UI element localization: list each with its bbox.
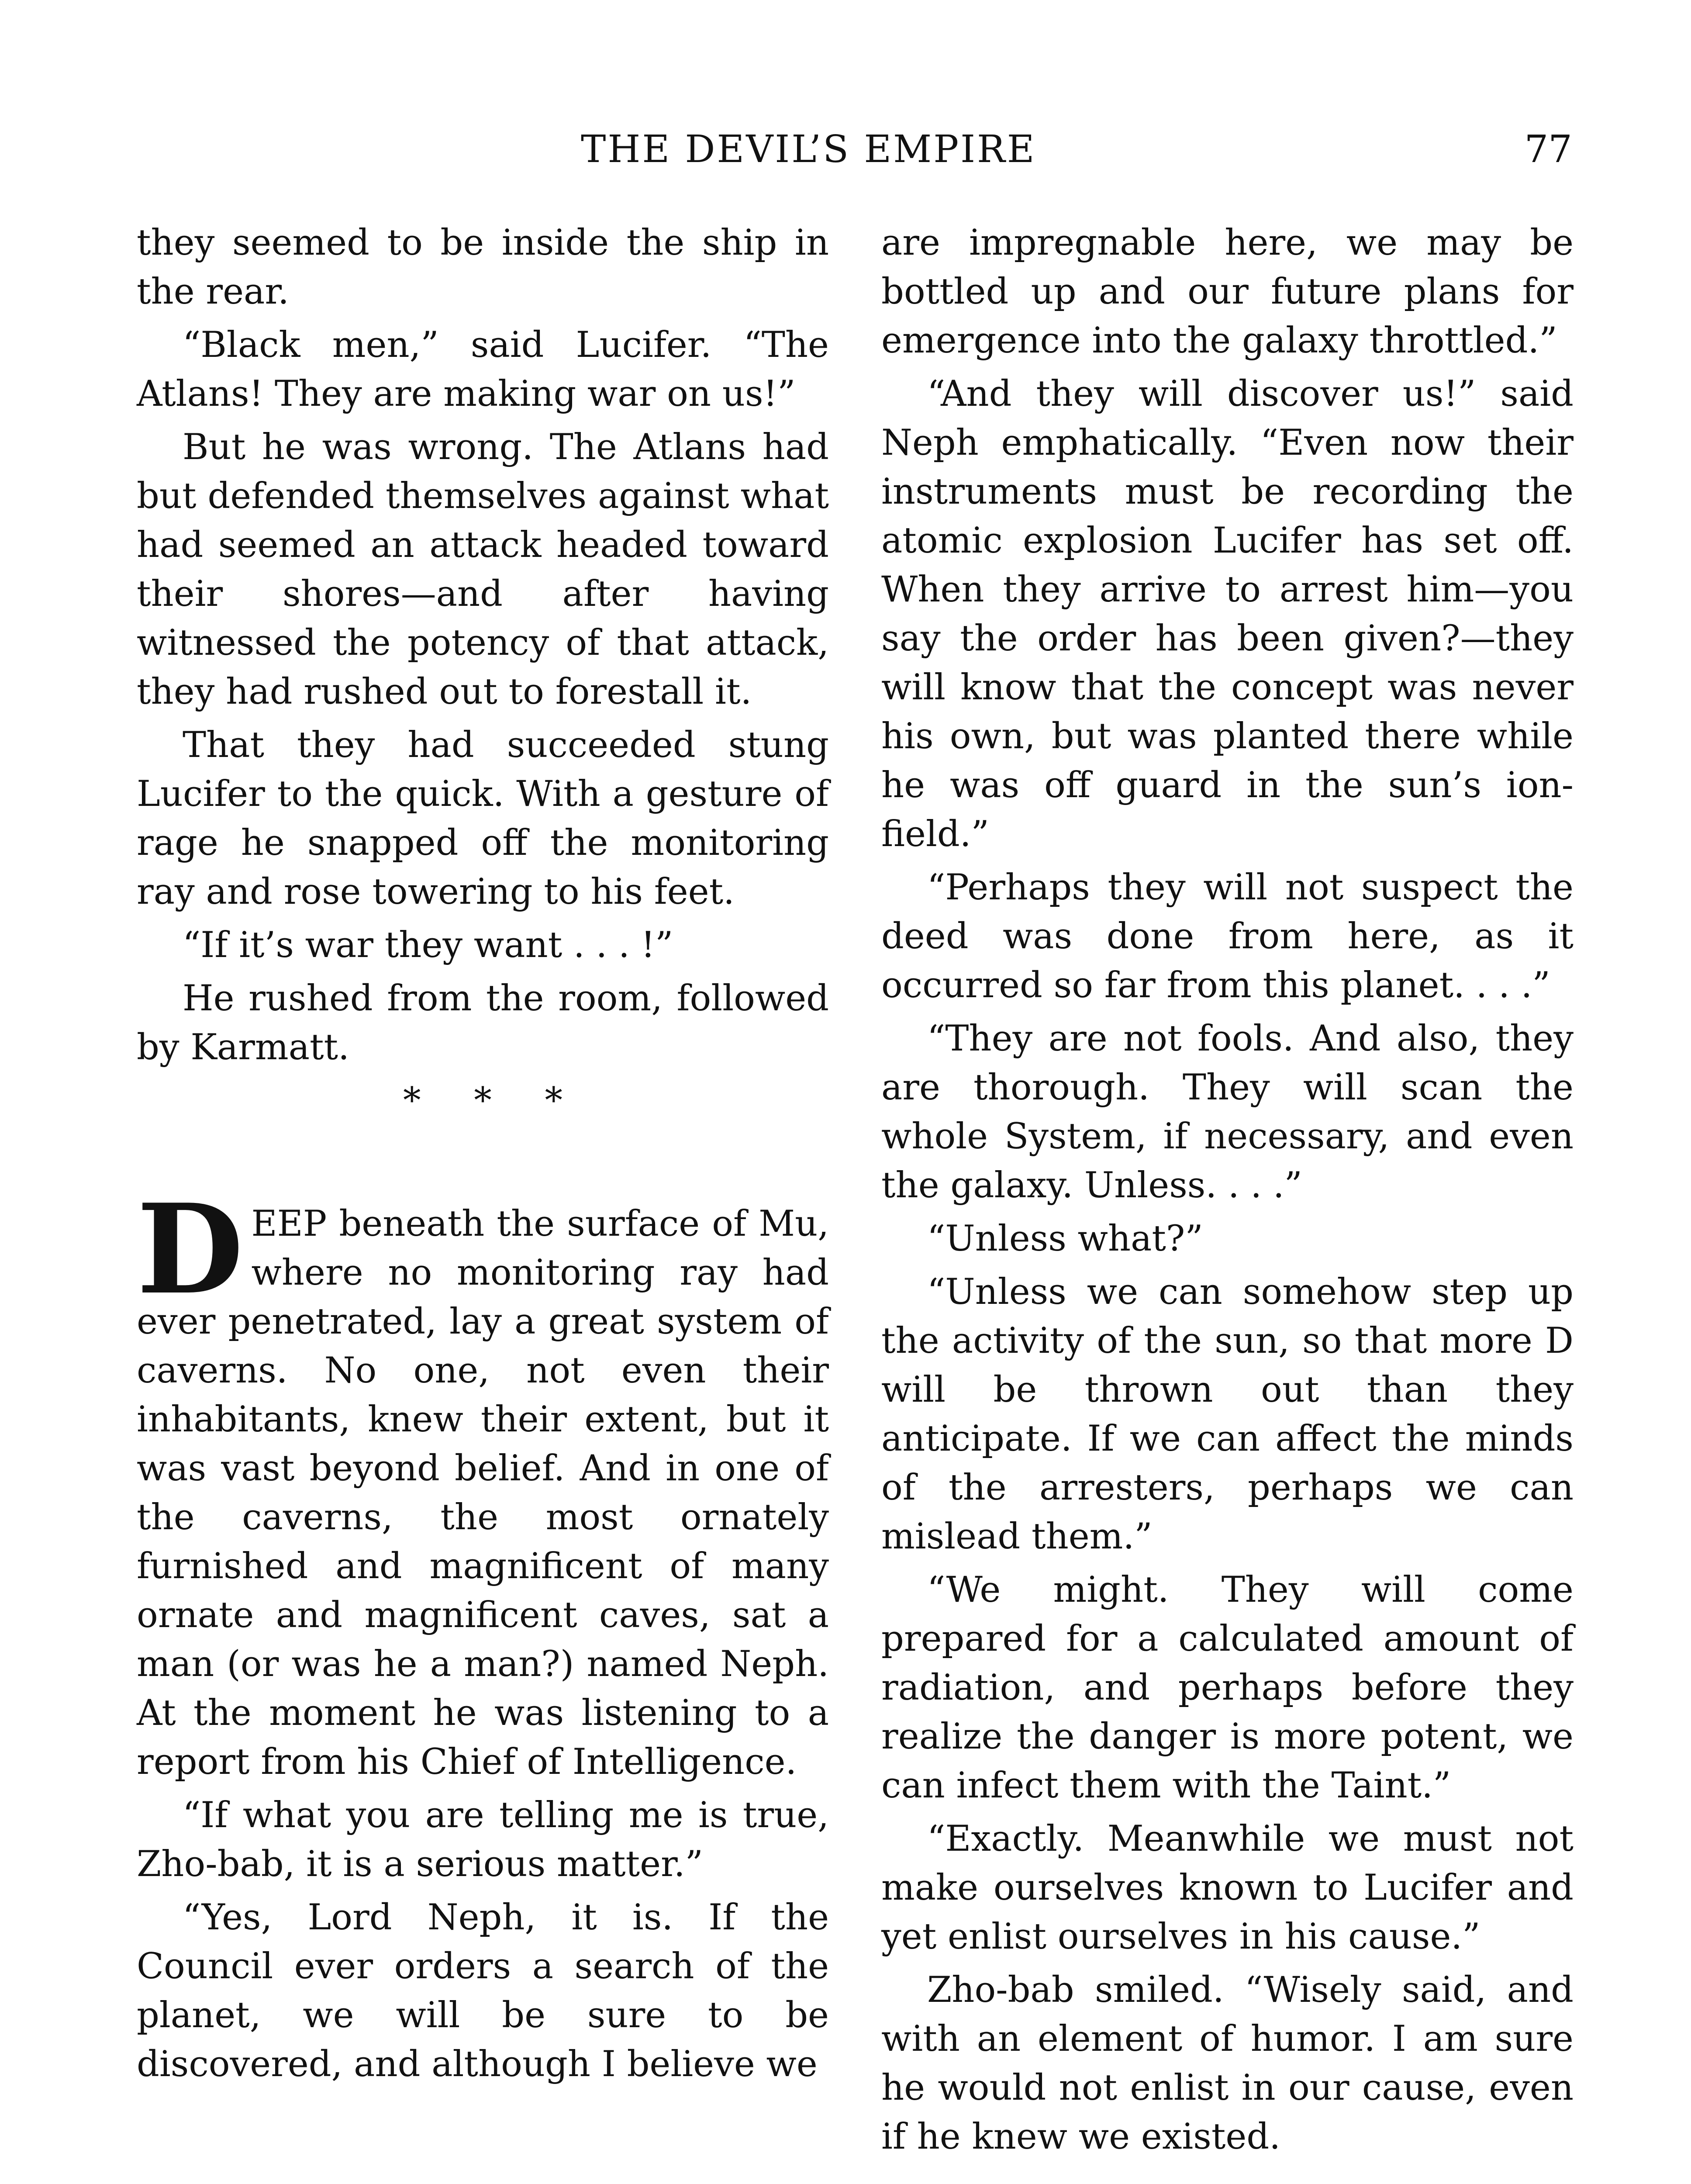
paragraph: “And they will discover us!” said Neph emphatically. “Even now their instruments must be recording the atomic explosion Lucifer has set off. When they arrive to arrest him—you say the order has been given?—they will know that the concept was never his own, but was planted there while he was off guard in the sun’s ion-field.” — [881, 373, 1574, 855]
paragraph: “We might. They will come prepared for a calculated amount of radiation, and perhaps before they realize the danger is more potent, we can infect them with the Taint.” — [881, 1569, 1574, 1806]
paragraph: That they had succeeded stung Lucifer to the quick. With a gesture of rage he snapped off the monitoring ray and rose towering to his feet. — [137, 725, 829, 912]
right-column — [881, 218, 1574, 2166]
paragraph: “Unless what?” — [927, 1218, 1203, 1259]
paragraph: But he was wrong. The Atlans had but defended themselves against what had seemed an attack headed toward their shores—and after having witnessed the potency of that attack, they had rushed out to forestall it. — [137, 427, 829, 712]
page-header — [131, 128, 1572, 180]
page-number: 77 — [1524, 128, 1572, 171]
paragraph: “Exactly. Meanwhile we must not make ourselves known to Lucifer and yet enlist ourselves in his cause.” — [881, 1818, 1574, 1957]
paragraph: “They are not fools. And also, they are thorough. They will scan the whole System, if necessary, and even the galaxy. Unless. . . .” — [881, 1018, 1574, 1206]
section-separator: * * * — [403, 1080, 583, 1121]
running-title: THE DEVIL’S EMPIRE — [581, 128, 1036, 171]
paragraph: “Unless we can somehow step up the activity of the sun, so that more D will be thrown out than they anticipate. If we can affect the minds of the arresters, perhaps we can mislead them.” — [881, 1272, 1574, 1557]
paragraph: Zho-bab smiled. “Wisely said, and with an element of humor. I am sure he would not enlist in our cause, even if he knew we existed. — [881, 1970, 1574, 2157]
paragraph: “If what you are telling me is true, Zho-bab, it is a serious matter.” — [137, 1795, 829, 1885]
paragraph: are impregnable here, we may be bottled up and our future plans for emergence into the galaxy throttled.” — [881, 222, 1574, 361]
paragraph: “Perhaps they will not suspect the deed was done from here, as it occurred so far from this planet. . . .” — [881, 867, 1574, 1006]
dropcap-paragraph — [137, 1177, 829, 1787]
dropcap-paragraph-text: EEP beneath the surface of Mu, where no monitoring ray had ever penetrated, lay a great system of caverns. No one, not even their inhabitants, knew their extent, but it was vast beyond belief. And in one of the caverns, the most ornately furnished and magnificent of many ornate and magnificent caves, sat a man (or was he a man?) named Neph. At the moment he was listening to a report from his Chief of Intelligence. — [137, 1203, 829, 1783]
paragraph: “Black men,” said Lucifer. “The Atlans! They are making war on us!” — [137, 325, 829, 415]
paragraph: “If it’s war they want . . . !” — [183, 925, 673, 966]
paragraph: He rushed from the room, followed by Karmatt. — [137, 978, 829, 1068]
left-column — [137, 218, 829, 2093]
paragraph: “Yes, Lord Neph, it is. If the Council ever orders a search of the planet, we will be sure to be discovered, and although I believe we — [137, 1897, 829, 2085]
paragraph: they seemed to be inside the ship in the rear. — [137, 222, 829, 312]
drop-cap-letter: D — [137, 1177, 244, 1322]
